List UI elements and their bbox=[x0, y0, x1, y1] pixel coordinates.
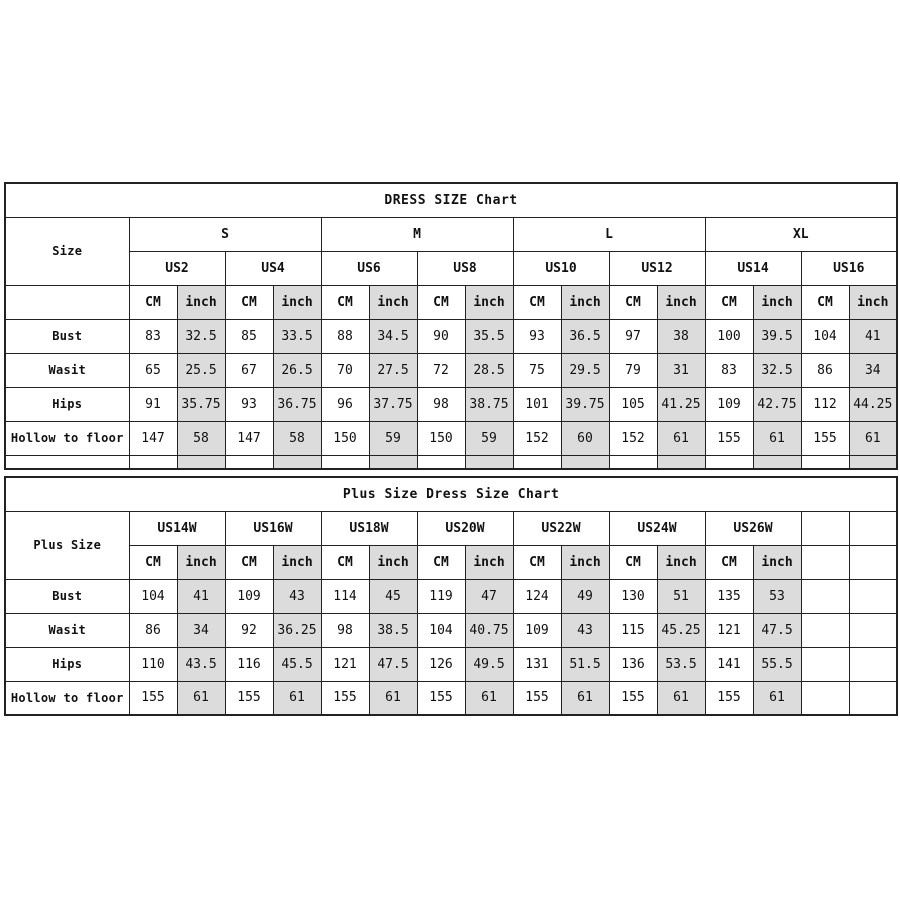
unit-inch-header: inch bbox=[561, 545, 609, 579]
unit-cm-header: CM bbox=[513, 285, 561, 319]
inch-value: 35.5 bbox=[465, 319, 513, 353]
us-size-header: US12 bbox=[609, 251, 705, 285]
table-row bbox=[5, 613, 897, 647]
empty-cell bbox=[801, 511, 849, 545]
inch-value: 59 bbox=[369, 421, 417, 455]
cm-value: 93 bbox=[513, 319, 561, 353]
cm-value: 131 bbox=[513, 647, 561, 681]
spacer-cell bbox=[561, 455, 609, 469]
table-row bbox=[5, 421, 897, 455]
cm-value: 92 bbox=[225, 613, 273, 647]
size-group-header: M bbox=[321, 217, 513, 251]
table-row bbox=[5, 647, 897, 681]
us-size-header: US16W bbox=[225, 511, 321, 545]
inch-value: 45.25 bbox=[657, 613, 705, 647]
unit-cm-header: CM bbox=[705, 545, 753, 579]
inch-value: 29.5 bbox=[561, 353, 609, 387]
chart-title: Plus Size Dress Size Chart bbox=[5, 477, 897, 511]
cm-value: 65 bbox=[129, 353, 177, 387]
unit-inch-header: inch bbox=[561, 285, 609, 319]
chart-title: DRESS SIZE Chart bbox=[5, 183, 897, 217]
cm-value: 86 bbox=[129, 613, 177, 647]
us-size-header: US4 bbox=[225, 251, 321, 285]
inch-value: 55.5 bbox=[753, 647, 801, 681]
size-header: Plus Size bbox=[5, 511, 129, 579]
cm-value: 152 bbox=[513, 421, 561, 455]
cm-value: 135 bbox=[705, 579, 753, 613]
spacer-cell bbox=[513, 455, 561, 469]
inch-value: 43.5 bbox=[177, 647, 225, 681]
cm-value: 150 bbox=[321, 421, 369, 455]
inch-value: 61 bbox=[369, 681, 417, 715]
empty-cell bbox=[801, 579, 849, 613]
size-group-header: S bbox=[129, 217, 321, 251]
measurement-label: Hips bbox=[5, 647, 129, 681]
measurement-label: Hollow to floor bbox=[5, 681, 129, 715]
cm-value: 109 bbox=[513, 613, 561, 647]
inch-value: 31 bbox=[657, 353, 705, 387]
cm-value: 110 bbox=[129, 647, 177, 681]
table-row bbox=[5, 183, 897, 217]
inch-value: 58 bbox=[273, 421, 321, 455]
inch-value: 28.5 bbox=[465, 353, 513, 387]
unit-inch-header: inch bbox=[273, 545, 321, 579]
cm-value: 91 bbox=[129, 387, 177, 421]
us-size-header: US2 bbox=[129, 251, 225, 285]
us-size-header: US20W bbox=[417, 511, 513, 545]
spacer-cell bbox=[129, 455, 177, 469]
cm-value: 86 bbox=[801, 353, 849, 387]
inch-value: 53.5 bbox=[657, 647, 705, 681]
spacer-cell bbox=[417, 455, 465, 469]
inch-value: 41 bbox=[849, 319, 897, 353]
cm-value: 101 bbox=[513, 387, 561, 421]
cm-value: 141 bbox=[705, 647, 753, 681]
inch-value: 25.5 bbox=[177, 353, 225, 387]
empty-cell bbox=[801, 647, 849, 681]
inch-value: 45.5 bbox=[273, 647, 321, 681]
inch-value: 34 bbox=[849, 353, 897, 387]
table-row bbox=[5, 455, 897, 469]
spacer-cell bbox=[657, 455, 705, 469]
spacer-cell bbox=[177, 455, 225, 469]
unit-inch-header: inch bbox=[273, 285, 321, 319]
cm-value: 109 bbox=[225, 579, 273, 613]
inch-value: 61 bbox=[753, 421, 801, 455]
spacer-cell bbox=[753, 455, 801, 469]
spacer-cell bbox=[225, 455, 273, 469]
inch-value: 51.5 bbox=[561, 647, 609, 681]
empty-cell bbox=[801, 545, 849, 579]
unit-inch-header: inch bbox=[465, 285, 513, 319]
unit-cm-header: CM bbox=[513, 545, 561, 579]
cm-value: 147 bbox=[225, 421, 273, 455]
unit-cm-header: CM bbox=[129, 285, 177, 319]
cm-value: 116 bbox=[225, 647, 273, 681]
unit-inch-header: inch bbox=[369, 285, 417, 319]
inch-value: 58 bbox=[177, 421, 225, 455]
spacer-cell bbox=[321, 455, 369, 469]
size-group-header: XL bbox=[705, 217, 897, 251]
table-row bbox=[5, 579, 897, 613]
cm-value: 155 bbox=[321, 681, 369, 715]
spacer-cell bbox=[609, 455, 657, 469]
empty-cell bbox=[849, 681, 897, 715]
empty-cell bbox=[849, 613, 897, 647]
us-size-header: US18W bbox=[321, 511, 417, 545]
cm-value: 136 bbox=[609, 647, 657, 681]
inch-value: 43 bbox=[273, 579, 321, 613]
unit-inch-header: inch bbox=[177, 545, 225, 579]
inch-value: 61 bbox=[561, 681, 609, 715]
cm-value: 121 bbox=[705, 613, 753, 647]
table-row bbox=[5, 511, 897, 545]
unit-inch-header: inch bbox=[369, 545, 417, 579]
inch-value: 35.75 bbox=[177, 387, 225, 421]
unit-cm-header: CM bbox=[129, 545, 177, 579]
cm-value: 90 bbox=[417, 319, 465, 353]
inch-value: 38.75 bbox=[465, 387, 513, 421]
inch-value: 36.75 bbox=[273, 387, 321, 421]
us-size-header: US14 bbox=[705, 251, 801, 285]
table-row bbox=[5, 477, 897, 511]
cm-value: 155 bbox=[609, 681, 657, 715]
inch-value: 32.5 bbox=[753, 353, 801, 387]
cm-value: 152 bbox=[609, 421, 657, 455]
us-size-header: US16 bbox=[801, 251, 897, 285]
inch-value: 41.25 bbox=[657, 387, 705, 421]
cm-value: 114 bbox=[321, 579, 369, 613]
unit-inch-header: inch bbox=[849, 285, 897, 319]
unit-cm-header: CM bbox=[417, 285, 465, 319]
cm-value: 155 bbox=[129, 681, 177, 715]
inch-value: 38 bbox=[657, 319, 705, 353]
inch-value: 36.5 bbox=[561, 319, 609, 353]
measurement-label: Wasit bbox=[5, 613, 129, 647]
inch-value: 42.75 bbox=[753, 387, 801, 421]
unit-inch-header: inch bbox=[753, 285, 801, 319]
inch-value: 33.5 bbox=[273, 319, 321, 353]
cm-value: 155 bbox=[225, 681, 273, 715]
spacer-cell bbox=[369, 455, 417, 469]
size-group-header: L bbox=[513, 217, 705, 251]
cm-value: 83 bbox=[129, 319, 177, 353]
inch-value: 38.5 bbox=[369, 613, 417, 647]
us-size-header: US10 bbox=[513, 251, 609, 285]
table-row bbox=[5, 285, 897, 319]
inch-value: 44.25 bbox=[849, 387, 897, 421]
cm-value: 104 bbox=[801, 319, 849, 353]
measurement-label: Wasit bbox=[5, 353, 129, 387]
unit-cm-header: CM bbox=[225, 545, 273, 579]
cm-value: 105 bbox=[609, 387, 657, 421]
inch-value: 53 bbox=[753, 579, 801, 613]
empty-cell bbox=[5, 285, 129, 319]
inch-value: 61 bbox=[753, 681, 801, 715]
inch-value: 39.5 bbox=[753, 319, 801, 353]
inch-value: 61 bbox=[273, 681, 321, 715]
spacer-cell bbox=[5, 455, 129, 469]
cm-value: 104 bbox=[417, 613, 465, 647]
cm-value: 121 bbox=[321, 647, 369, 681]
cm-value: 85 bbox=[225, 319, 273, 353]
cm-value: 155 bbox=[705, 421, 753, 455]
unit-cm-header: CM bbox=[801, 285, 849, 319]
cm-value: 79 bbox=[609, 353, 657, 387]
cm-value: 70 bbox=[321, 353, 369, 387]
unit-inch-header: inch bbox=[753, 545, 801, 579]
inch-value: 39.75 bbox=[561, 387, 609, 421]
empty-cell bbox=[849, 579, 897, 613]
cm-value: 98 bbox=[417, 387, 465, 421]
measurement-label: Bust bbox=[5, 319, 129, 353]
unit-cm-header: CM bbox=[321, 285, 369, 319]
cm-value: 72 bbox=[417, 353, 465, 387]
empty-cell bbox=[849, 511, 897, 545]
cm-value: 155 bbox=[801, 421, 849, 455]
spacer-cell bbox=[849, 455, 897, 469]
cm-value: 119 bbox=[417, 579, 465, 613]
cm-value: 83 bbox=[705, 353, 753, 387]
cm-value: 126 bbox=[417, 647, 465, 681]
table-row bbox=[5, 251, 897, 285]
inch-value: 47.5 bbox=[369, 647, 417, 681]
measurement-label: Hollow to floor bbox=[5, 421, 129, 455]
spacer-cell bbox=[801, 455, 849, 469]
unit-inch-header: inch bbox=[465, 545, 513, 579]
inch-value: 34.5 bbox=[369, 319, 417, 353]
cm-value: 100 bbox=[705, 319, 753, 353]
inch-value: 61 bbox=[849, 421, 897, 455]
cm-value: 96 bbox=[321, 387, 369, 421]
dress-size-chart-table bbox=[4, 182, 898, 470]
inch-value: 27.5 bbox=[369, 353, 417, 387]
cm-value: 98 bbox=[321, 613, 369, 647]
cm-value: 115 bbox=[609, 613, 657, 647]
inch-value: 37.75 bbox=[369, 387, 417, 421]
inch-value: 61 bbox=[657, 681, 705, 715]
cm-value: 155 bbox=[705, 681, 753, 715]
spacer-cell bbox=[465, 455, 513, 469]
inch-value: 47.5 bbox=[753, 613, 801, 647]
inch-value: 51 bbox=[657, 579, 705, 613]
inch-value: 61 bbox=[465, 681, 513, 715]
measurement-label: Bust bbox=[5, 579, 129, 613]
cm-value: 93 bbox=[225, 387, 273, 421]
cm-value: 124 bbox=[513, 579, 561, 613]
unit-cm-header: CM bbox=[609, 545, 657, 579]
us-size-header: US8 bbox=[417, 251, 513, 285]
unit-cm-header: CM bbox=[609, 285, 657, 319]
unit-cm-header: CM bbox=[225, 285, 273, 319]
empty-cell bbox=[849, 545, 897, 579]
table-row bbox=[5, 319, 897, 353]
inch-value: 43 bbox=[561, 613, 609, 647]
cm-value: 97 bbox=[609, 319, 657, 353]
table-row bbox=[5, 545, 897, 579]
cm-value: 109 bbox=[705, 387, 753, 421]
size-header: Size bbox=[5, 217, 129, 285]
empty-cell bbox=[801, 681, 849, 715]
cm-value: 155 bbox=[417, 681, 465, 715]
unit-inch-header: inch bbox=[657, 285, 705, 319]
inch-value: 59 bbox=[465, 421, 513, 455]
table-row bbox=[5, 353, 897, 387]
cm-value: 67 bbox=[225, 353, 273, 387]
us-size-header: US22W bbox=[513, 511, 609, 545]
cm-value: 147 bbox=[129, 421, 177, 455]
cm-value: 130 bbox=[609, 579, 657, 613]
spacer-cell bbox=[705, 455, 753, 469]
plus-size-chart-table bbox=[4, 476, 898, 716]
inch-value: 34 bbox=[177, 613, 225, 647]
unit-cm-header: CM bbox=[705, 285, 753, 319]
inch-value: 47 bbox=[465, 579, 513, 613]
cm-value: 112 bbox=[801, 387, 849, 421]
us-size-header: US6 bbox=[321, 251, 417, 285]
unit-cm-header: CM bbox=[417, 545, 465, 579]
table-row bbox=[5, 681, 897, 715]
inch-value: 49.5 bbox=[465, 647, 513, 681]
measurement-label: Hips bbox=[5, 387, 129, 421]
inch-value: 49 bbox=[561, 579, 609, 613]
inch-value: 40.75 bbox=[465, 613, 513, 647]
cm-value: 150 bbox=[417, 421, 465, 455]
inch-value: 61 bbox=[657, 421, 705, 455]
empty-cell bbox=[849, 647, 897, 681]
inch-value: 36.25 bbox=[273, 613, 321, 647]
cm-value: 155 bbox=[513, 681, 561, 715]
empty-cell bbox=[801, 613, 849, 647]
unit-inch-header: inch bbox=[657, 545, 705, 579]
table-row bbox=[5, 217, 897, 251]
us-size-header: US14W bbox=[129, 511, 225, 545]
spacer-cell bbox=[273, 455, 321, 469]
inch-value: 45 bbox=[369, 579, 417, 613]
cm-value: 75 bbox=[513, 353, 561, 387]
us-size-header: US24W bbox=[609, 511, 705, 545]
unit-inch-header: inch bbox=[177, 285, 225, 319]
unit-cm-header: CM bbox=[321, 545, 369, 579]
inch-value: 26.5 bbox=[273, 353, 321, 387]
table-row bbox=[5, 387, 897, 421]
inch-value: 32.5 bbox=[177, 319, 225, 353]
inch-value: 41 bbox=[177, 579, 225, 613]
cm-value: 104 bbox=[129, 579, 177, 613]
cm-value: 88 bbox=[321, 319, 369, 353]
inch-value: 61 bbox=[177, 681, 225, 715]
inch-value: 60 bbox=[561, 421, 609, 455]
us-size-header: US26W bbox=[705, 511, 801, 545]
